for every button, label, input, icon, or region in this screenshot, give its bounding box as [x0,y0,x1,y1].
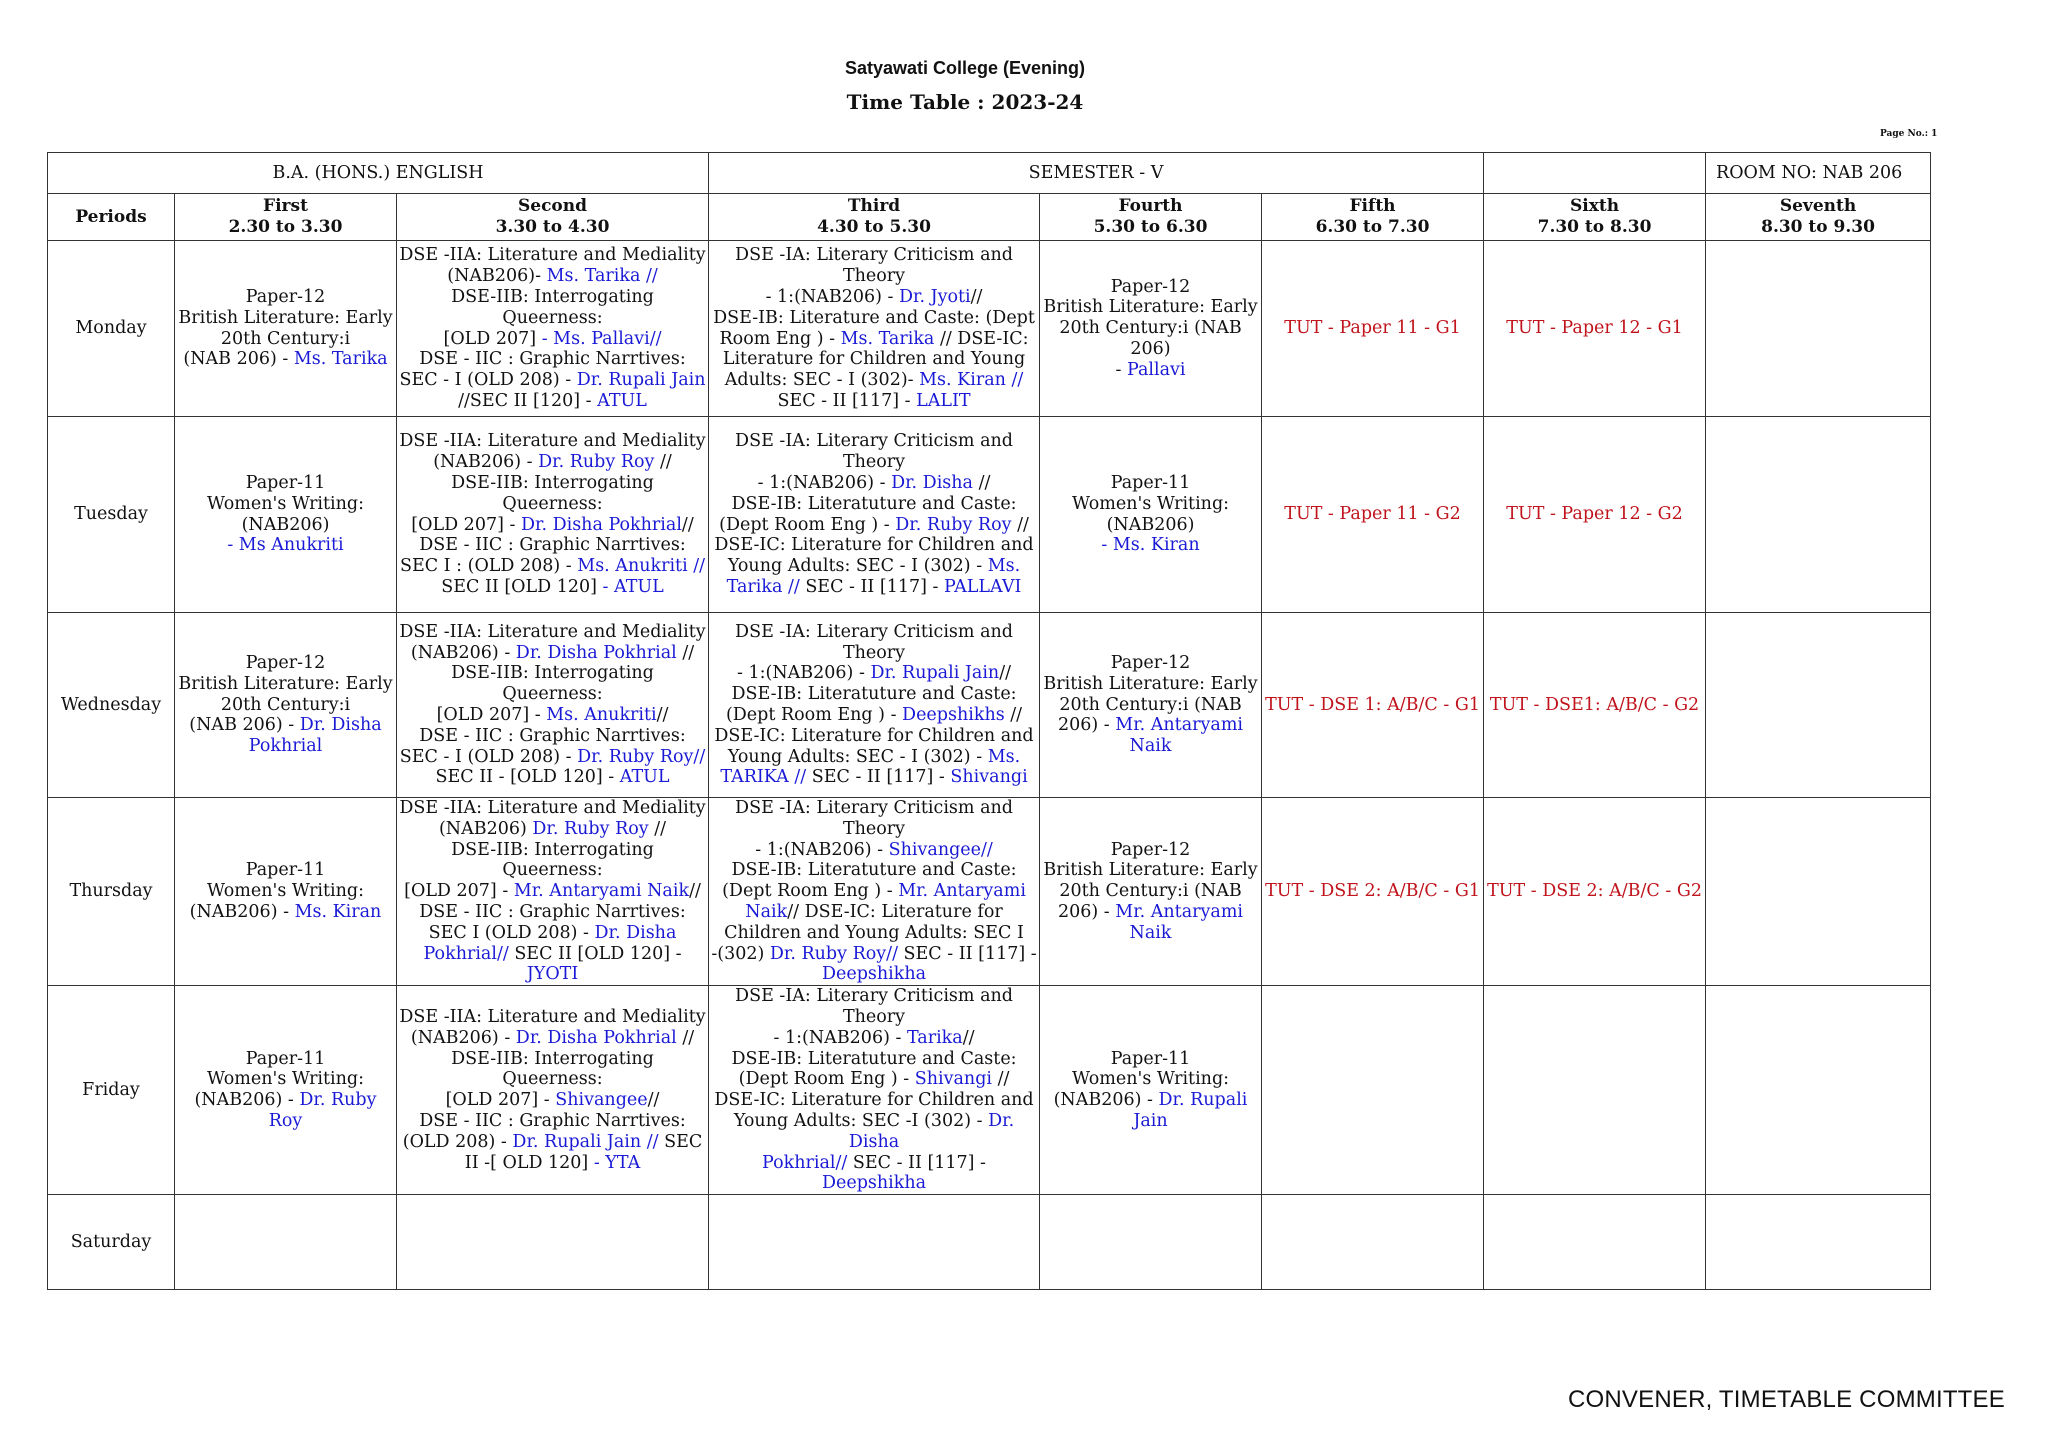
period-header-sixth [1484,194,1706,241]
slot-cell [1040,986,1262,1195]
slot-text: DSE - IIC : Graphic Narrtives: [419,349,686,370]
slot-text: Literature for Children and Young [722,349,1026,370]
slot-text: DSE - IIC : Graphic Narrtives: [419,901,686,922]
slot-cell [709,417,1040,613]
teacher-name: Mr. Antaryami Naik [513,881,690,902]
teacher-name: Ms. Tarika // [546,266,658,287]
tutorial-label: TUT - Paper 12 - G2 [1506,504,1683,525]
period-time: 4.30 to 5.30 [817,217,931,237]
slot-text: British Literature: Early [1043,673,1258,694]
teacher-name: Ms. Tarika [840,328,935,349]
period-name: Second [517,196,588,217]
header-row-course [48,153,1931,194]
teacher-name: Ms. [987,746,1021,767]
slot-text: II -[ OLD 120] [464,1152,594,1173]
day-label: Tuesday [48,417,175,613]
slot-cell [1262,986,1484,1195]
teacher-name: Dr. Disha [594,922,677,943]
tutorial-label: TUT - DSE 1: A/B/C - G1 [1265,694,1480,715]
slot-text: (NAB206) [438,818,533,839]
slot-cell [175,613,397,798]
slot-text: SEC II [OLD 120] [441,576,603,597]
teacher-name: - Ms Anukriti [227,535,344,556]
slot-cell [1040,1195,1262,1290]
slot-text: Women's Writing: [1071,493,1230,514]
slot-text: DSE -IIA: Literature and Mediality [399,245,706,266]
teacher-name: ATUL [619,767,670,788]
teacher-name: Dr. Rupali Jain [576,370,706,391]
semester-label: SEMESTER - V [709,153,1484,194]
slot-text: DSE - IIC : Graphic Narrtives: [419,535,686,556]
period-header-third [709,194,1040,241]
slot-text: DSE-IB: Literature and Caste: (Dept [713,307,1035,328]
teacher-name: Mr. Antaryami [1115,715,1244,736]
slot-text: (OLD 208) - [402,1131,513,1152]
slot-text: SEC [658,1131,703,1152]
slot-text: DSE -IA: Literary Criticism and Theory [735,245,1013,287]
period-time: 2.30 to 3.30 [228,217,343,237]
slot-text: (NAB206) - [189,901,295,922]
slot-cell [1040,798,1262,986]
slot-text: DSE -IIA: Literature and Mediality [399,1006,706,1027]
slot-cell [1484,417,1706,613]
slot-text: (NAB206)- [447,266,547,287]
college-name: Satyawati College (Evening) [844,58,1086,78]
slot-text: Young Adults: SEC - I (302) - [727,556,988,577]
period-name: Sixth [1569,196,1620,217]
slot-text: [OLD 207] - [445,1090,556,1111]
slot-cell [397,1195,709,1290]
teacher-name: Dr. Ruby Roy// [577,746,706,767]
period-name: Third [847,196,901,217]
slot-text: (NAB206) - [410,1027,516,1048]
slot-text: Paper-12 [1110,653,1191,673]
slot-text: DSE-IIB: Interrogating Queerness: [451,472,654,514]
slot-text: Room Eng ) - [719,328,841,349]
slot-cell [1040,417,1262,613]
slot-text: // [689,881,701,902]
slot-text: DSE - IIC : Graphic Narrtives: [419,1110,686,1131]
slot-cell [709,613,1040,798]
slot-text: Children and Young Adults: SEC I [724,922,1024,943]
slot-text: Paper-11 [1110,472,1191,493]
teacher-name: Shivangi [950,767,1028,788]
footer-convener: CONVENER, TIMETABLE COMMITTEE [1568,1386,2005,1413]
day-label: Friday [48,986,175,1195]
period-header-first [175,194,397,241]
slot-text: // [676,642,695,663]
slot-text: Women's Writing: [1071,1069,1230,1090]
header-blank-cell [1484,153,1706,194]
slot-text: Paper-11 [245,860,326,881]
slot-cell [709,241,1040,417]
slot-text: (NAB206) - [1053,1090,1159,1111]
slot-text: DSE-IIB: Interrogating Queerness: [451,1048,654,1090]
slot-cell [175,241,397,417]
slot-text: SEC - II [117] - [777,390,917,411]
slot-text: SEC - I (OLD 208) - [399,370,577,391]
slot-text: Women's Writing: [206,881,365,902]
teacher-name: Deepshikha [821,964,927,985]
teacher-name: Dr. Ruby Roy// [769,943,898,964]
slot-text: (NAB 206) - [189,715,300,736]
page-number: Page No.: 1 [1880,129,1938,139]
slot-text: DSE -IA: Literary Criticism and Theory [735,621,1013,663]
slot-text: British Literature: Early [1043,297,1258,318]
slot-text: 206) - [1058,715,1116,736]
slot-cell [1484,798,1706,986]
teacher-name: Dr. Ruby Roy [268,1090,377,1131]
slot-text: // [1011,514,1029,535]
teacher-name: - ATUL [602,576,664,597]
slot-cell [1706,1195,1931,1290]
slot-text: - 1:(NAB206) - [765,286,899,307]
teacher-name: Dr. Disha Pokhrial [515,642,677,663]
slot-text: // [648,818,667,839]
slot-cell [175,798,397,986]
teacher-name: - YTA [593,1152,641,1173]
slot-text: //SEC II [120] - [458,390,598,411]
teacher-name: Pokhrial// [423,943,509,964]
teacher-name: Deepshikha [821,1173,927,1194]
teacher-name: Ms. Kiran [294,901,382,922]
slot-text: DSE-IB: Literatuture and Caste: [731,860,1017,881]
slot-cell [1706,417,1931,613]
slot-text: [OLD 207] - [411,514,521,535]
day-row-thursday [48,798,1931,986]
period-name: Fifth [1349,196,1396,217]
slot-text: (Dept Room Eng ) - [719,514,896,535]
teacher-name: Dr. Ruby Roy [538,452,655,473]
slot-text: - [1115,359,1127,380]
teacher-name: Dr. Ruby Roy [532,818,649,839]
period-header-fifth [1262,194,1484,241]
teacher-name: Dr. Disha [299,715,382,736]
slot-cell [709,1195,1040,1290]
slot-text: SEC - II [117] - [806,767,951,788]
slot-cell [1484,241,1706,417]
period-header-seventh [1706,194,1931,241]
teacher-name: Ms. Anukriti [546,705,657,725]
slot-text: (NAB 206) - [183,349,294,370]
teacher-name: Naik [1129,922,1172,943]
slot-text: - 1:(NAB206) - [757,472,892,493]
slot-cell [175,417,397,613]
slot-text: // [647,1090,660,1111]
slot-text: // [992,1069,1010,1090]
slot-text: Women's Writing: [206,493,365,514]
tutorial-label: TUT - Paper 11 - G1 [1284,318,1461,339]
tutorial-label: TUT - DSE1: A/B/C - G2 [1489,694,1700,715]
teacher-name: Pokhrial [248,736,323,757]
slot-text: SEC I (OLD 208) - [428,922,595,943]
period-header-second [397,194,709,241]
slot-text: // [681,514,694,535]
teacher-name: Mr. Antaryami [898,881,1026,902]
slot-cell [397,613,709,798]
day-row-friday [48,986,1931,1195]
teacher-name: Mr. Antaryami [1115,901,1244,922]
slot-text: 20th Century:i [220,328,351,349]
teacher-name: Pokhrial// [762,1152,848,1173]
tutorial-label: TUT - DSE 2: A/B/C - G1 [1265,881,1480,902]
teacher-name: Dr. Disha Pokhrial [515,1027,677,1048]
slot-text: Paper-12 [1110,276,1191,297]
day-label: Thursday [48,798,175,986]
slot-text: DSE-IC: Literature for Children and [714,535,1034,556]
slot-cell [397,986,709,1195]
slot-text: Women's Writing: [206,1069,365,1090]
slot-text: DSE - IIC : Graphic Narrtives: [419,725,686,746]
slot-text: DSE -IA: Literary Criticism and Theory [735,986,1013,1027]
slot-text: Young Adults: SEC -I (302) - [733,1110,989,1131]
slot-text: Paper-11 [1110,1048,1191,1069]
teacher-name: ATUL [597,390,647,411]
slot-text: DSE-IIB: Interrogating Queerness: [451,663,654,705]
day-label: Monday [48,241,175,417]
period-time: 7.30 to 8.30 [1537,217,1652,237]
slot-text: 20th Century:i (NAB 206) [1059,318,1242,359]
slot-text: // DSE-IC: Literature for [787,901,1003,922]
slot-text: DSE -IA: Literary Criticism and Theory [735,798,1013,839]
teacher-name: LALIT [916,390,971,411]
tutorial-label: TUT - Paper 11 - G2 [1284,504,1461,525]
teacher-name: Dr. Rupali [1158,1090,1248,1111]
teacher-name: Shivangee// [888,839,993,860]
teacher-name: - Ms. Pallavi// [541,328,662,349]
slot-text: (Dept Room Eng ) - [722,881,899,902]
slot-text: Paper-11 [245,1048,326,1069]
slot-text: // [999,663,1011,684]
slot-text: Young Adults: SEC - I (302) - [727,746,988,767]
slot-cell [1262,613,1484,798]
slot-text: SEC - II [117] - [847,1152,986,1173]
period-name: Seventh [1779,196,1857,217]
teacher-name: Naik [745,901,788,922]
day-row-monday [48,241,1931,417]
teacher-name: Naik [1129,736,1172,757]
slot-text: DSE -IA: Literary Criticism and Theory [735,431,1013,473]
slot-cell [1040,613,1262,798]
teacher-name: Dr. Disha [891,472,973,493]
slot-text: -(302) [711,943,770,964]
slot-text: DSE-IB: Literatuture and Caste: [731,1048,1017,1069]
teacher-name: Dr. Disha [848,1110,1015,1152]
slot-text: (NAB206) - [410,642,516,663]
slot-cell [1262,1195,1484,1290]
slot-text: [OLD 207] [443,328,542,349]
period-header-fourth [1040,194,1262,241]
teacher-name: Dr. Rupali Jain // [512,1131,659,1152]
slot-cell [1706,241,1931,417]
slot-text: DSE-IC: Literature for Children and [714,1090,1034,1111]
slot-text: DSE -IIA: Literature and Mediality [399,431,706,452]
slot-text: Paper-12 [1110,839,1191,860]
slot-text: 20th Century:i [220,694,351,715]
slot-text: SEC II - [OLD 120] - [435,767,620,788]
period-name: Fourth [1118,196,1183,217]
teacher-name: Dr. Ruby Roy [895,514,1012,535]
periods-label: Periods [48,194,175,241]
slot-cell [1706,613,1931,798]
day-label: Saturday [48,1195,175,1290]
teacher-name: Ms. [987,556,1021,577]
slot-text: (NAB206) [241,514,330,535]
teacher-name: Tarika // [726,576,800,597]
slot-cell [397,798,709,986]
period-name: First [263,196,308,217]
slot-text: Paper-11 [245,472,326,493]
period-time: 5.30 to 6.30 [1093,217,1208,237]
slot-cell [1484,613,1706,798]
slot-text: DSE -IIA: Literature and Mediality [399,798,706,818]
teacher-name: TARIKA // [720,767,807,788]
day-label: Wednesday [48,613,175,798]
slot-text: (NAB206) - [433,452,539,473]
slot-cell [397,417,709,613]
teacher-name: JYOTI [526,964,579,985]
day-row-tuesday [48,417,1931,613]
teacher-name: - Ms. Kiran [1101,535,1200,556]
teacher-name: Dr. Rupali Jain [870,663,1000,684]
slot-text: // [973,472,991,493]
teacher-name: Jain [1133,1110,1168,1131]
teacher-name: Dr. Jyoti [898,286,971,307]
slot-text: // [654,452,672,473]
slot-text: Paper-12 [245,653,326,673]
period-time: 3.30 to 4.30 [495,217,610,237]
teacher-name: Deepshikhs [902,705,1005,725]
slot-cell [1484,986,1706,1195]
period-time: 8.30 to 9.30 [1761,217,1875,237]
slot-text: SEC - I (OLD 208) - [399,746,578,767]
slot-cell [709,986,1040,1195]
slot-text: - 1:(NAB206) - [755,839,889,860]
slot-cell [1040,241,1262,417]
teacher-name: Ms. Tarika [293,349,388,370]
slot-text: (NAB206) [1106,514,1195,535]
slot-text: (Dept Room Eng ) - [725,705,903,725]
room-number: ROOM NO: NAB 206 [1706,153,1931,194]
slot-text: // DSE-IC: [934,328,1029,349]
slot-text: SEC I : (OLD 208) - [399,556,578,577]
slot-text: (Dept Room Eng ) - [738,1069,915,1090]
slot-text: British Literature: Early [1043,860,1258,881]
teacher-name: Pallavi [1126,359,1186,380]
slot-text: - 1:(NAB206) - [737,663,871,684]
course-name: B.A. (HONS.) ENGLISH [48,153,709,194]
slot-cell [175,986,397,1195]
slot-text: 206) - [1058,901,1116,922]
day-row-saturday [48,1195,1931,1290]
slot-text: - 1:(NAB206) - [773,1027,907,1048]
header-row-periods [48,194,1931,241]
slot-text: SEC II [OLD 120] - [508,943,682,964]
teacher-name: Shivangi [914,1069,992,1090]
tutorial-label: TUT - DSE 2: A/B/C - G2 [1487,881,1702,902]
slot-cell [709,798,1040,986]
period-time: 6.30 to 7.30 [1315,217,1430,237]
page-title: Time Table : 2023-24 [846,90,1084,114]
slot-cell [1706,798,1931,986]
slot-text: DSE-IC: Literature for Children and [714,725,1034,746]
slot-cell [1484,1195,1706,1290]
slot-cell [1262,417,1484,613]
slot-text: // [962,1027,975,1048]
slot-text: 20th Century:i (NAB [1059,694,1242,715]
slot-text: // [676,1027,695,1048]
slot-cell [397,241,709,417]
slot-text: SEC - II [117] - [897,943,1037,964]
slot-text: Paper-12 [245,286,326,307]
slot-text: Adults: SEC - I (302)- [724,370,920,391]
day-row-wednesday [48,613,1931,798]
teacher-name: Ms. Anukriti // [577,556,706,577]
slot-cell [1262,241,1484,417]
slot-text: DSE-IIB: Interrogating Queerness: [451,286,654,328]
slot-text: British Literature: Early [178,673,393,694]
teacher-name: Dr. Disha Pokhrial [520,514,682,535]
timetable [47,152,1931,1290]
slot-text: DSE-IB: Literatuture and Caste: [731,493,1017,514]
teacher-name: Tarika [906,1027,963,1048]
teacher-name: Shivangee [555,1090,648,1111]
slot-text: [OLD 207] - [436,705,547,725]
teacher-name: Ms. Kiran // [919,370,1024,391]
slot-text: // [1004,705,1023,725]
slot-text: (NAB206) - [194,1090,300,1111]
slot-text: [OLD 207] - [404,881,514,902]
tutorial-label: TUT - Paper 12 - G1 [1506,318,1683,339]
slot-text: SEC - II [117] - [799,576,944,597]
slot-text: DSE-IIB: Interrogating Queerness: [451,839,654,881]
teacher-name: PALLAVI [944,576,1022,597]
slot-cell [1706,986,1931,1195]
slot-cell [1262,798,1484,986]
slot-text: // [970,286,983,307]
slot-text: // [656,705,669,725]
slot-text: British Literature: Early [178,307,393,328]
slot-text: 20th Century:i (NAB [1059,881,1242,902]
slot-cell [175,1195,397,1290]
slot-text: DSE -IIA: Literature and Mediality [399,621,706,642]
slot-text: DSE-IB: Literatuture and Caste: [731,684,1017,705]
